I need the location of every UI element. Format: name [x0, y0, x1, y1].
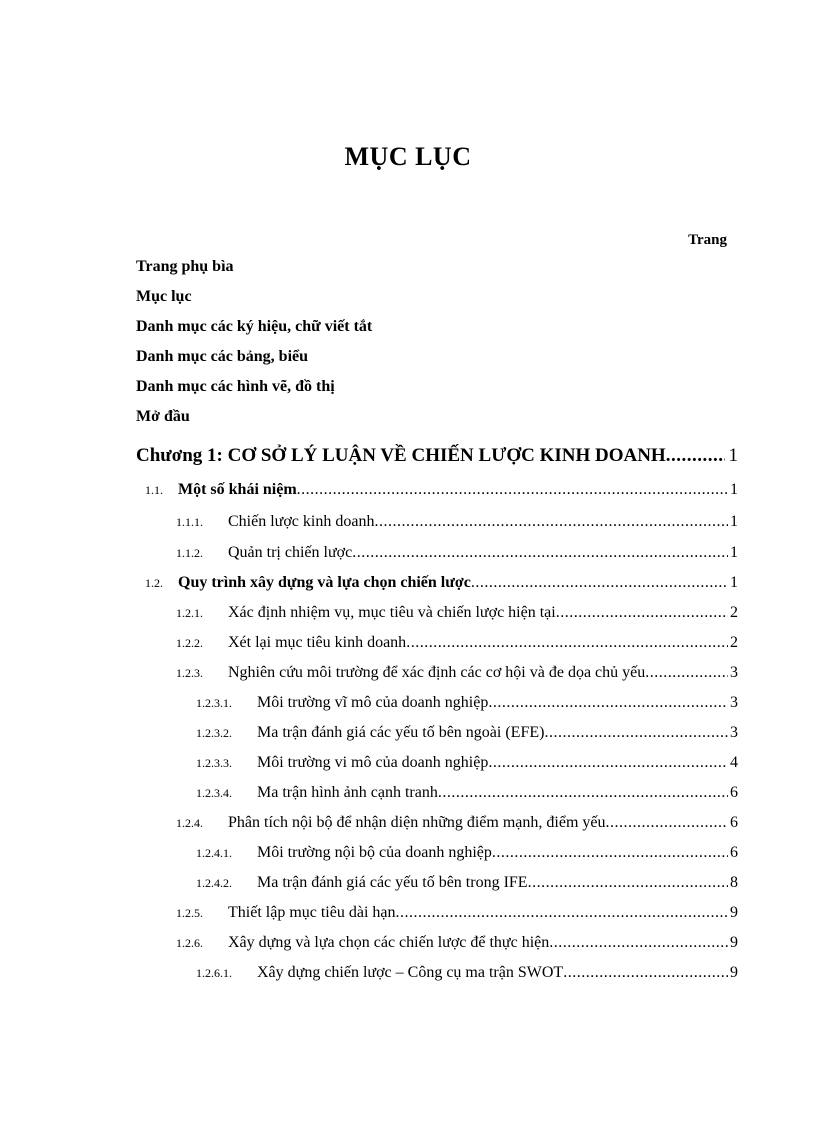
- toc-title: Xét lại mục tiêu kinh doanh: [228, 634, 407, 651]
- toc-entry[interactable]: [176, 934, 738, 952]
- toc-entry[interactable]: [196, 784, 738, 802]
- toc-entry[interactable]: [176, 544, 738, 562]
- toc-leader: [471, 574, 728, 592]
- toc-entry[interactable]: [196, 964, 738, 982]
- toc-number: 1.2.3.2.: [196, 726, 232, 740]
- toc-page-number: 9: [730, 934, 738, 951]
- front-matter-item[interactable]: Danh mục các ký hiệu, chữ viết tắt: [136, 318, 373, 335]
- toc-title: Phân tích nội bộ để nhận diện những điểm mạnh, điểm yếu: [228, 814, 606, 831]
- toc-leader: [666, 445, 725, 467]
- toc-entry[interactable]: [176, 664, 738, 682]
- toc-leader: [297, 481, 728, 499]
- front-matter-item[interactable]: Danh mục các bảng, biểu: [136, 348, 309, 365]
- toc-number: 1.2.3.: [176, 666, 203, 680]
- toc-leader: [556, 604, 728, 622]
- toc-title: Môi trường vĩ mô của doanh nghiệp: [257, 694, 489, 711]
- toc-leader: [528, 874, 728, 892]
- toc-page-number: 1: [730, 481, 738, 498]
- toc-entry[interactable]: [196, 844, 738, 862]
- toc-title: Xây dựng chiến lược – Công cụ ma trận SWOT: [257, 964, 564, 981]
- toc-number: 1.2.4.1.: [196, 846, 232, 860]
- toc-title: Quản trị chiến lược: [228, 544, 353, 561]
- toc-number: 1.2.2.: [176, 636, 203, 650]
- toc-title: Ma trận hình ảnh cạnh tranh: [257, 784, 438, 801]
- toc-page-number: 6: [730, 844, 738, 861]
- toc-entry[interactable]: [196, 874, 738, 892]
- toc-page-number: 1: [730, 574, 738, 591]
- toc-title: Nghiên cứu môi trường để xác định các cơ hội và đe dọa chủ yếu: [228, 664, 646, 681]
- toc-leader: [563, 964, 728, 982]
- toc-chapter-entry[interactable]: [136, 445, 738, 467]
- toc-entry[interactable]: [145, 481, 738, 499]
- toc-page-number: 2: [730, 634, 738, 651]
- toc-entry[interactable]: [145, 574, 738, 592]
- toc-entry[interactable]: [196, 724, 738, 742]
- toc-leader: [438, 784, 728, 802]
- toc-number: 1.2.4.: [176, 816, 203, 830]
- front-matter-item[interactable]: Trang phụ bìa: [136, 258, 234, 275]
- toc-page-number: 6: [730, 814, 738, 831]
- toc-number: 1.1.1.: [176, 515, 203, 529]
- front-matter-item[interactable]: Mục lục: [136, 288, 192, 305]
- toc-leader: [488, 694, 728, 712]
- toc-title: Quy trình xây dựng và lựa chọn chiến lược: [178, 574, 471, 591]
- toc-number: 1.1.2.: [176, 546, 203, 560]
- front-matter-item[interactable]: Danh mục các hình vẽ, đồ thị: [136, 378, 335, 395]
- toc-leader: [606, 814, 729, 832]
- toc-page-number: 3: [730, 724, 738, 741]
- toc-leader: [374, 513, 728, 531]
- toc-page-number: 4: [730, 754, 738, 771]
- toc-entry[interactable]: [176, 634, 738, 652]
- front-matter-item[interactable]: Mở đầu: [136, 408, 190, 425]
- toc-page-number: 9: [730, 964, 738, 981]
- toc-number: 1.2.3.3.: [196, 756, 232, 770]
- toc-page-number: 8: [730, 874, 738, 891]
- toc-page-number: 2: [730, 604, 738, 621]
- toc-page-number: 6: [730, 784, 738, 801]
- toc-entry[interactable]: [196, 694, 738, 712]
- toc-number: 1.2.6.: [176, 936, 203, 950]
- toc-number: 1.2.4.2.: [196, 876, 232, 890]
- toc-number: 1.2.3.1.: [196, 696, 232, 710]
- toc-entry[interactable]: [176, 904, 738, 922]
- toc-page-number: 1: [730, 513, 738, 530]
- toc-title: Chương 1: CƠ SỞ LÝ LUẬN VỀ CHIẾN LƯỢC KINH DOANH: [136, 445, 666, 466]
- toc-title: Ma trận đánh giá các yếu tố bên trong IFE: [257, 874, 528, 891]
- toc-number: 1.2.3.4.: [196, 786, 232, 800]
- toc-title: Xác định nhiệm vụ, mục tiêu và chiến lược hiện tại: [228, 604, 556, 621]
- toc-number: 1.2.5.: [176, 906, 203, 920]
- toc-page-number: 9: [730, 904, 738, 921]
- toc-entry[interactable]: [176, 513, 738, 531]
- toc-title: Thiết lập mục tiêu dài hạn: [228, 904, 396, 921]
- toc-title: Xây dựng và lựa chọn các chiến lược để thực hiện: [228, 934, 550, 951]
- toc-number: 1.1.: [145, 483, 163, 497]
- toc-page-number: 1: [730, 544, 738, 561]
- toc-leader: [488, 754, 728, 772]
- toc-entry[interactable]: [176, 814, 738, 832]
- toc-leader: [352, 544, 728, 562]
- toc-page-number: 3: [730, 664, 738, 681]
- toc-title: Một số khái niệm: [178, 481, 297, 498]
- page-column-header: Trang: [688, 232, 727, 248]
- toc-page-number: 1: [728, 445, 738, 466]
- toc-leader: [544, 724, 728, 742]
- toc-leader: [645, 664, 728, 682]
- toc-leader: [396, 904, 729, 922]
- toc-page-number: 3: [730, 694, 738, 711]
- page-title: MỤC LỤC: [344, 142, 472, 171]
- toc-title: Ma trận đánh giá các yếu tố bên ngoài (EFE): [257, 724, 545, 741]
- toc-title: Môi trường vi mô của doanh nghiệp: [257, 754, 489, 771]
- toc-title: Chiến lược kinh doanh: [228, 513, 375, 530]
- toc-leader: [406, 634, 728, 652]
- toc-entry[interactable]: [176, 604, 738, 622]
- toc-leader: [492, 844, 728, 862]
- toc-entry[interactable]: [196, 754, 738, 772]
- toc-number: 1.2.: [145, 576, 163, 590]
- toc-leader: [549, 934, 728, 952]
- toc-number: 1.2.6.1.: [196, 966, 232, 980]
- toc-title: Môi trường nội bộ của doanh nghiệp: [257, 844, 492, 861]
- toc-number: 1.2.1.: [176, 606, 203, 620]
